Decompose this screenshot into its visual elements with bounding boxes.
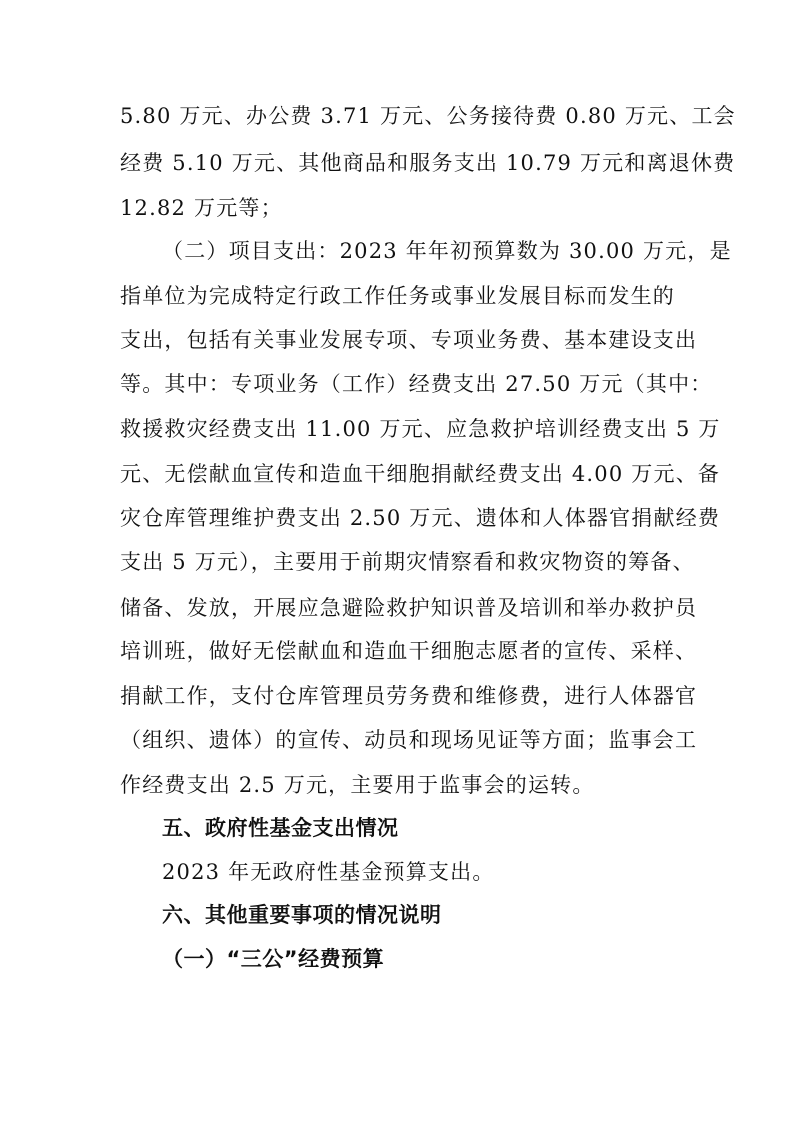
paragraph-line: 经费 5.10 万元、其他商品和服务支出 10.79 万元和离退休费 xyxy=(120,151,736,175)
section-heading: 五、政府性基金支出情况 xyxy=(162,816,399,840)
paragraph-line: 元、无偿献血宣传和造血干细胞捐献经费支出 4.00 万元、备 xyxy=(120,462,721,486)
paragraph-line: 救援救灾经费支出 11.00 万元、应急救护培训经费支出 5 万 xyxy=(120,417,721,441)
paragraph-line: （二）项目支出：2023 年年初预算数为 30.00 万元，是 xyxy=(162,239,732,263)
paragraph-line: 作经费支出 2.5 万元，主要用于监事会的运转。 xyxy=(120,773,595,797)
section-heading: 六、其他重要事项的情况说明 xyxy=(162,903,442,927)
paragraph-line: 捐献工作，支付仓库管理员劳务费和维修费，进行人体器官 xyxy=(120,684,698,708)
paragraph-line: 指单位为完成特定行政工作任务或事业发展目标而发生的 xyxy=(120,284,675,308)
paragraph-line: 12.82 万元等； xyxy=(120,196,283,220)
paragraph-line: 支出 5 万元），主要用于前期灾情察看和救灾物资的筹备、 xyxy=(120,550,695,574)
paragraph-line: 5.80 万元、办公费 3.71 万元、公务接待费 0.80 万元、工会 xyxy=(120,104,736,128)
paragraph-line: （组织、遗体）的宣传、动员和现场见证等方面；监事会工 xyxy=(120,728,698,752)
paragraph-line: 储备、发放，开展应急避险救护知识普及培训和举办救护员 xyxy=(120,596,698,620)
paragraph-line: 灾仓库管理维护费支出 2.50 万元、遗体和人体器官捐献经费 xyxy=(120,506,721,530)
paragraph-line: 培训班，做好无偿献血和造血干细胞志愿者的宣传、采样、 xyxy=(120,639,698,663)
paragraph-line: 支出，包括有关事业发展专项、专项业务费、基本建设支出 xyxy=(120,328,698,352)
subsection-heading: （一）“三公”经费预算 xyxy=(162,947,385,971)
paragraph-line: 等。其中：专项业务（工作）经费支出 27.50 万元（其中： xyxy=(120,372,713,396)
paragraph-line: 2023 年无政府性基金预算支出。 xyxy=(162,860,495,884)
